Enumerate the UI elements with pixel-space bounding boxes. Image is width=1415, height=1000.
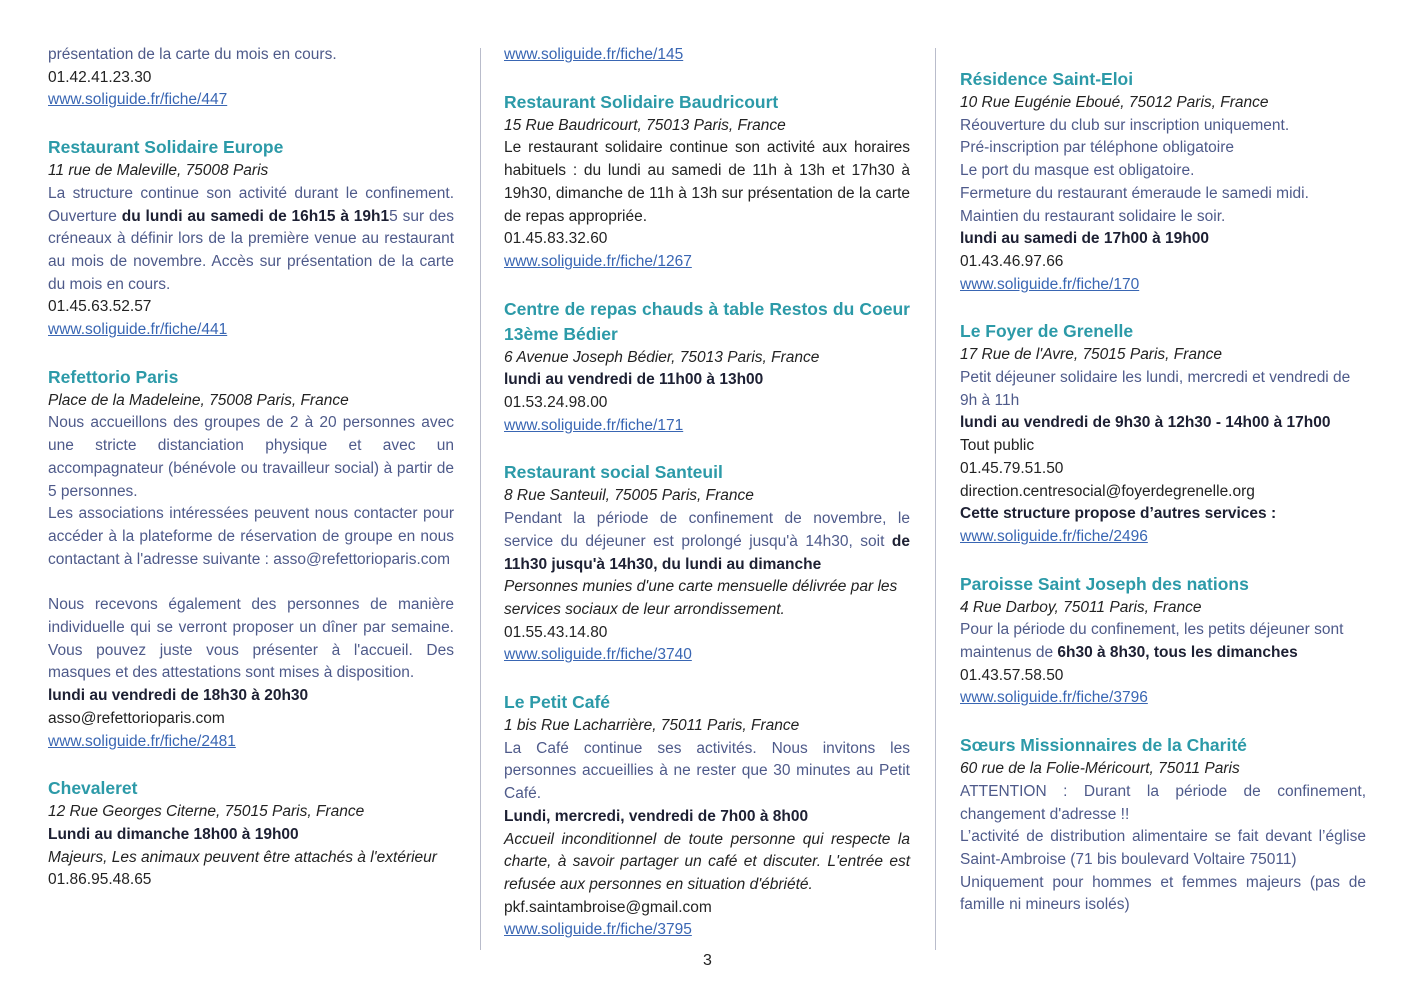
entry-hours: lundi au vendredi de 18h30 à 20h30 bbox=[48, 687, 309, 705]
entry-description bbox=[960, 619, 1366, 664]
entry-description: Les associations intéressées peuvent nous contacter pour accéder à la plateforme de réservation de groupe en nous contactant à l'adresse suivante : asso@refettorioparis.com bbox=[48, 505, 454, 568]
entry-services-note: Cette structure propose d’autres services : bbox=[960, 505, 1277, 523]
description-text: La structure continue son activité durant le confinement. Ouverture bbox=[48, 184, 454, 225]
column-2 bbox=[504, 44, 910, 965]
entry-address: 60 rue de la Folie-Méricourt, 75011 Paris bbox=[960, 760, 1240, 778]
entry-description-line: Réouverture du club sur inscription uniquement. bbox=[960, 116, 1290, 134]
entry-title: Restaurant Solidaire Baudricourt bbox=[504, 91, 779, 112]
entry-link[interactable]: www.soliguide.fr/fiche/441 bbox=[48, 321, 228, 339]
column-divider-1 bbox=[480, 48, 481, 950]
page-number: 3 bbox=[703, 952, 712, 969]
entry-refettorio bbox=[48, 365, 454, 754]
entry-email: pkf.saintambroise@gmail.com bbox=[504, 898, 712, 916]
entry-title: Restaurant Solidaire Europe bbox=[48, 137, 284, 158]
entry-link[interactable]: www.soliguide.fr/fiche/171 bbox=[504, 416, 684, 434]
entry-phone: 01.86.95.48.65 bbox=[48, 871, 152, 889]
entry-description: Petit déjeuner solidaire les lundi, mercredi et vendredi de 9h à 11h bbox=[960, 369, 1351, 409]
entry-description-line: Fermeture du restaurant émeraude le samedi midi. bbox=[960, 184, 1309, 202]
entry-description-line: Le port du masque est obligatoire. bbox=[960, 162, 1195, 180]
entry-link[interactable]: www.soliguide.fr/fiche/447 bbox=[48, 91, 228, 109]
entry-phone: 01.42.41.23.30 bbox=[48, 68, 152, 86]
entry-phone: 01.43.57.58.50 bbox=[960, 666, 1064, 684]
description-text: 5 sur des créneaux à définir lors de la première venue au restaurant au mois de novembre. Accès sur présentation de la carte du mois en cours. bbox=[48, 207, 454, 293]
entry-phone: 01.45.63.52.57 bbox=[48, 298, 152, 316]
entry-link[interactable]: www.soliguide.fr/fiche/2496 bbox=[960, 527, 1148, 545]
entry-audience: Tout public bbox=[960, 437, 1035, 455]
entry-continued bbox=[504, 44, 910, 67]
entry-title: Le Petit Café bbox=[504, 692, 610, 713]
entry-note: Personnes munies d'une carte mensuelle délivrée par les services sociaux de leur arrondissement. bbox=[504, 578, 898, 618]
entry-link[interactable]: www.soliguide.fr/fiche/170 bbox=[960, 275, 1140, 293]
entry-soeurs-missionnaires bbox=[960, 733, 1366, 917]
entry-address: 8 Rue Santeuil, 75005 Paris, France bbox=[504, 487, 754, 505]
entry-continued bbox=[48, 44, 454, 112]
entry-link[interactable]: www.soliguide.fr/fiche/3795 bbox=[504, 921, 692, 939]
entry-note: Majeurs, Les animaux peuvent être attachés à l'extérieur bbox=[48, 848, 437, 866]
entry-description: Uniquement pour hommes et femmes majeurs (pas de famille ni mineurs isolés) bbox=[960, 873, 1366, 914]
entry-address: 1 bis Rue Lacharrière, 75011 Paris, France bbox=[504, 717, 800, 735]
entry-title: Le Foyer de Grenelle bbox=[960, 321, 1134, 342]
entry-phone: 01.43.46.97.66 bbox=[960, 252, 1064, 270]
entry-description: La Café continue ses activités. Nous invitons les personnes accueillies à ne rester que 30 minutes au Petit Café. bbox=[504, 739, 910, 803]
entry-note: Accueil inconditionnel de toute personne qui respecte la charte, à savoir partager un café et discuter. L'entrée est refusée aux personnes en situation d'ébriété. bbox=[504, 830, 910, 893]
entry-hours: Lundi au dimanche 18h00 à 19h00 bbox=[48, 825, 299, 843]
entry-description: Nous recevons également des personnes de manière individuelle qui se verront proposer un dîner par semaine. Vous pouvez juste vous présenter à l'accueil. Des masques et des attestations sont mises à disposition. bbox=[48, 596, 454, 682]
entry-description-line: Maintien du restaurant solidaire le soir. bbox=[960, 207, 1226, 225]
entry-address: 17 Rue de l'Avre, 75015 Paris, France bbox=[960, 346, 1223, 364]
description-hours: du lundi au samedi de 16h15 à 19h1 bbox=[121, 207, 390, 225]
entry-paroisse-saint-joseph bbox=[960, 572, 1366, 711]
column-1 bbox=[48, 44, 454, 915]
entry-address: 6 Avenue Joseph Bédier, 75013 Paris, France bbox=[504, 348, 820, 366]
description-hours: 6h30 à 8h30, tous les dimanches bbox=[1057, 644, 1298, 662]
column-3 bbox=[960, 67, 1366, 940]
entry-description-line: Pré-inscription par téléphone obligatoire bbox=[960, 139, 1234, 157]
entry-description: L’activité de distribution alimentaire se fait devant l’église Saint-Ambroise (71 bis boulevard Voltaire 75011) bbox=[960, 828, 1366, 868]
entry-title: Résidence Saint-Eloi bbox=[960, 69, 1134, 89]
entry-title: Centre de repas chauds à table Restos du Coeur 13ème Bédier bbox=[504, 298, 910, 344]
entry-description bbox=[504, 508, 910, 576]
description-text: Pendant la période de confinement de novembre, le service du déjeuner est prolongé jusqu'à 14h30, soit bbox=[504, 510, 910, 550]
entry-link[interactable]: www.soliguide.fr/fiche/3796 bbox=[960, 689, 1148, 707]
entry-hours: lundi au vendredi de 9h30 à 12h30 - 14h00 à 17h00 bbox=[960, 414, 1331, 432]
entry-foyer-de-grenelle bbox=[960, 319, 1366, 548]
entry-description: présentation de la carte du mois en cours. bbox=[48, 46, 337, 63]
entry-title: Restaurant social Santeuil bbox=[504, 462, 723, 483]
entry-address: 4 Rue Darboy, 75011 Paris, France bbox=[960, 598, 1202, 616]
entry-link[interactable]: www.soliguide.fr/fiche/145 bbox=[504, 46, 684, 63]
entry-title: Chevaleret bbox=[48, 778, 138, 799]
column-divider-2 bbox=[935, 48, 936, 950]
entry-restaurant-santeuil bbox=[504, 460, 910, 667]
entry-address: 11 rue de Maleville, 75008 Paris bbox=[48, 162, 269, 180]
entry-address: 12 Rue Georges Citerne, 75015 Paris, France bbox=[48, 803, 365, 821]
description-text: Pour la période du confinement, les petits déjeuner sont maintenus de bbox=[960, 621, 1344, 662]
entry-phone: 01.55.43.14.80 bbox=[504, 623, 608, 641]
entry-link[interactable]: www.soliguide.fr/fiche/3740 bbox=[504, 646, 692, 664]
entry-description: ATTENTION : Durant la période de confinement, changement d'adresse !! bbox=[960, 782, 1366, 823]
entry-phone: 01.45.79.51.50 bbox=[960, 459, 1064, 477]
entry-description: Nous accueillons des groupes de 2 à 20 personnes avec une stricte distanciation physique et avec un accompagnateur (bénévole ou travailleur social) à partir de 5 personnes. bbox=[48, 414, 454, 500]
entry-address: 10 Rue Eugénie Eboué, 75012 Paris, France bbox=[960, 94, 1269, 111]
entry-link[interactable]: www.soliguide.fr/fiche/1267 bbox=[504, 252, 692, 270]
entry-email: direction.centresocial@foyerdegrenelle.org bbox=[960, 482, 1255, 500]
entry-phone: 01.45.83.32.60 bbox=[504, 230, 608, 248]
entry-restaurant-baudricourt bbox=[504, 90, 910, 274]
spacer bbox=[48, 571, 454, 594]
entry-hours: Lundi, mercredi, vendredi de 7h00 à 8h00 bbox=[504, 807, 809, 825]
entry-restaurant-europe bbox=[48, 135, 454, 342]
entry-petit-cafe bbox=[504, 690, 910, 942]
entry-title: Refettorio Paris bbox=[48, 366, 179, 387]
entry-residence-saint-eloi bbox=[960, 67, 1366, 296]
entry-description: Le restaurant solidaire continue son activité aux horaires habituels : du lundi au samedi de 11h à 13h et 17h30 à 19h30, dimanche de 11h à 13h sur présentation de la carte de repas appropriée. bbox=[504, 139, 910, 225]
entry-title: Sœurs Missionnaires de la Charité bbox=[960, 735, 1247, 756]
entry-address: Place de la Madeleine, 75008 Paris, France bbox=[48, 391, 349, 409]
entry-address: 15 Rue Baudricourt, 75013 Paris, France bbox=[504, 116, 786, 134]
entry-title: Paroisse Saint Joseph des nations bbox=[960, 573, 1249, 594]
description-hours: de 11h30 jusqu'à 14h30, du lundi au dimanche bbox=[504, 532, 910, 573]
entry-description bbox=[48, 183, 454, 297]
entry-email: asso@refettorioparis.com bbox=[48, 709, 225, 727]
entry-hours: lundi au samedi de 17h00 à 19h00 bbox=[960, 230, 1209, 248]
entry-link[interactable]: www.soliguide.fr/fiche/2481 bbox=[48, 732, 236, 750]
entry-hours: lundi au vendredi de 11h00 à 13h00 bbox=[504, 371, 764, 389]
entry-restos-du-coeur-bedier bbox=[504, 297, 910, 438]
entry-phone: 01.53.24.98.00 bbox=[504, 394, 608, 412]
entry-chevaleret bbox=[48, 776, 454, 892]
